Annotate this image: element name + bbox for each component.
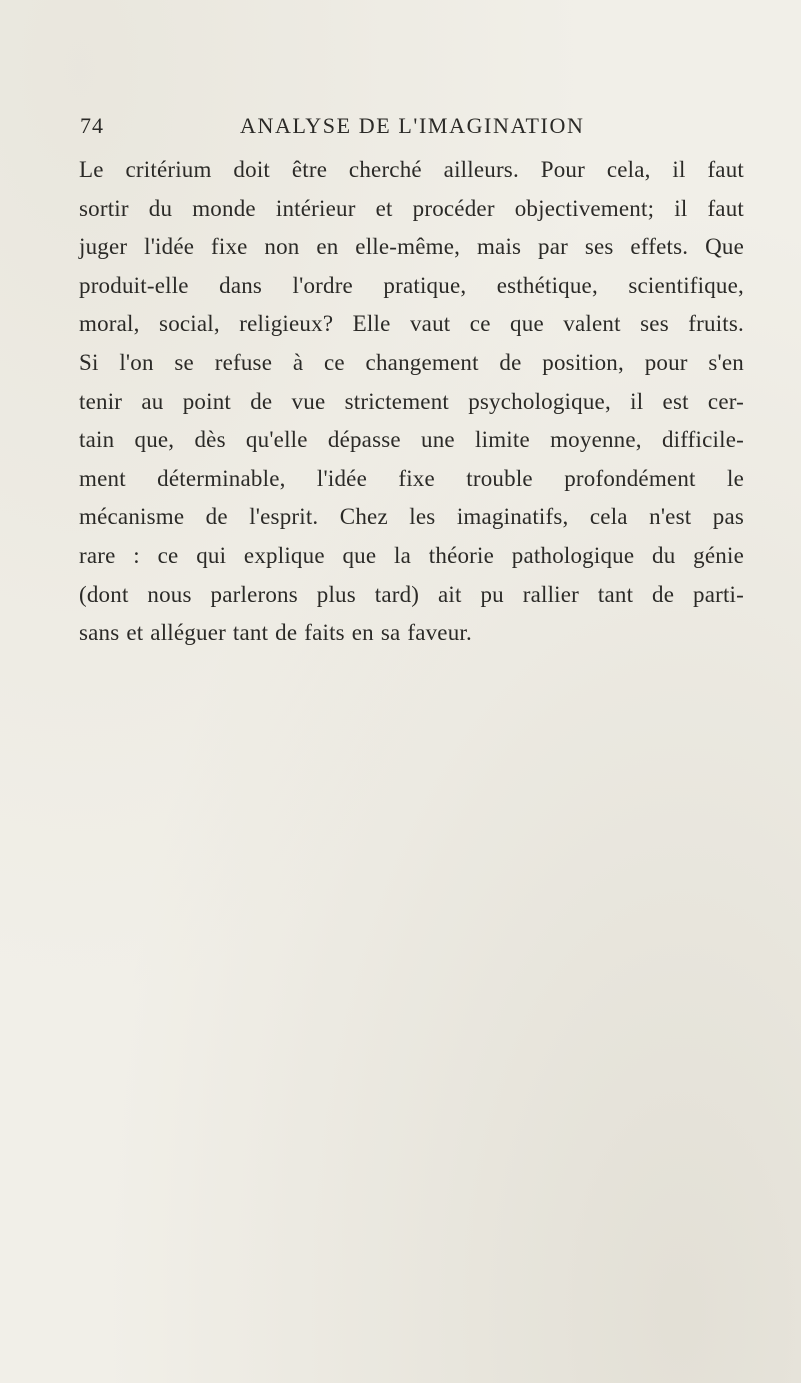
page-number: 74 <box>80 113 104 138</box>
text-line: sortir du monde intérieur et procéder objectivement; il faut <box>79 195 744 221</box>
text-line: moral, social, religieux? Elle vaut ce que valent ses fruits. <box>79 311 744 337</box>
body-paragraph <box>79 151 744 653</box>
text-line: ment déterminable, l'idée fixe trouble profondément le <box>79 465 744 491</box>
text-line: sans et alléguer tant de faits en sa faveur. <box>79 620 472 646</box>
text-line: tenir au point de vue strictement psychologique, il est cer- <box>79 388 744 414</box>
header-title: ANALYSE DE L'IMAGINATION <box>240 113 585 138</box>
text-line: (dont nous parlerons plus tard) ait pu rallier tant de parti- <box>79 581 744 607</box>
text-line: mécanisme de l'esprit. Chez les imaginatifs, cela n'est pas <box>79 504 744 530</box>
text-line: juger l'idée fixe non en elle-même, mais par ses effets. Que <box>79 234 744 260</box>
text-line: produit-elle dans l'ordre pratique, esthétique, scientifique, <box>79 272 744 298</box>
text-line: Si l'on se refuse à ce changement de position, pour s'en <box>79 349 744 375</box>
text-line: Le critérium doit être cherché ailleurs. Pour cela, il faut <box>79 157 744 182</box>
running-head <box>80 113 740 143</box>
text-line: rare : ce qui explique que la théorie pathologique du génie <box>79 542 744 568</box>
text-line: tain que, dès qu'elle dépasse une limite moyenne, difficile- <box>79 427 744 453</box>
